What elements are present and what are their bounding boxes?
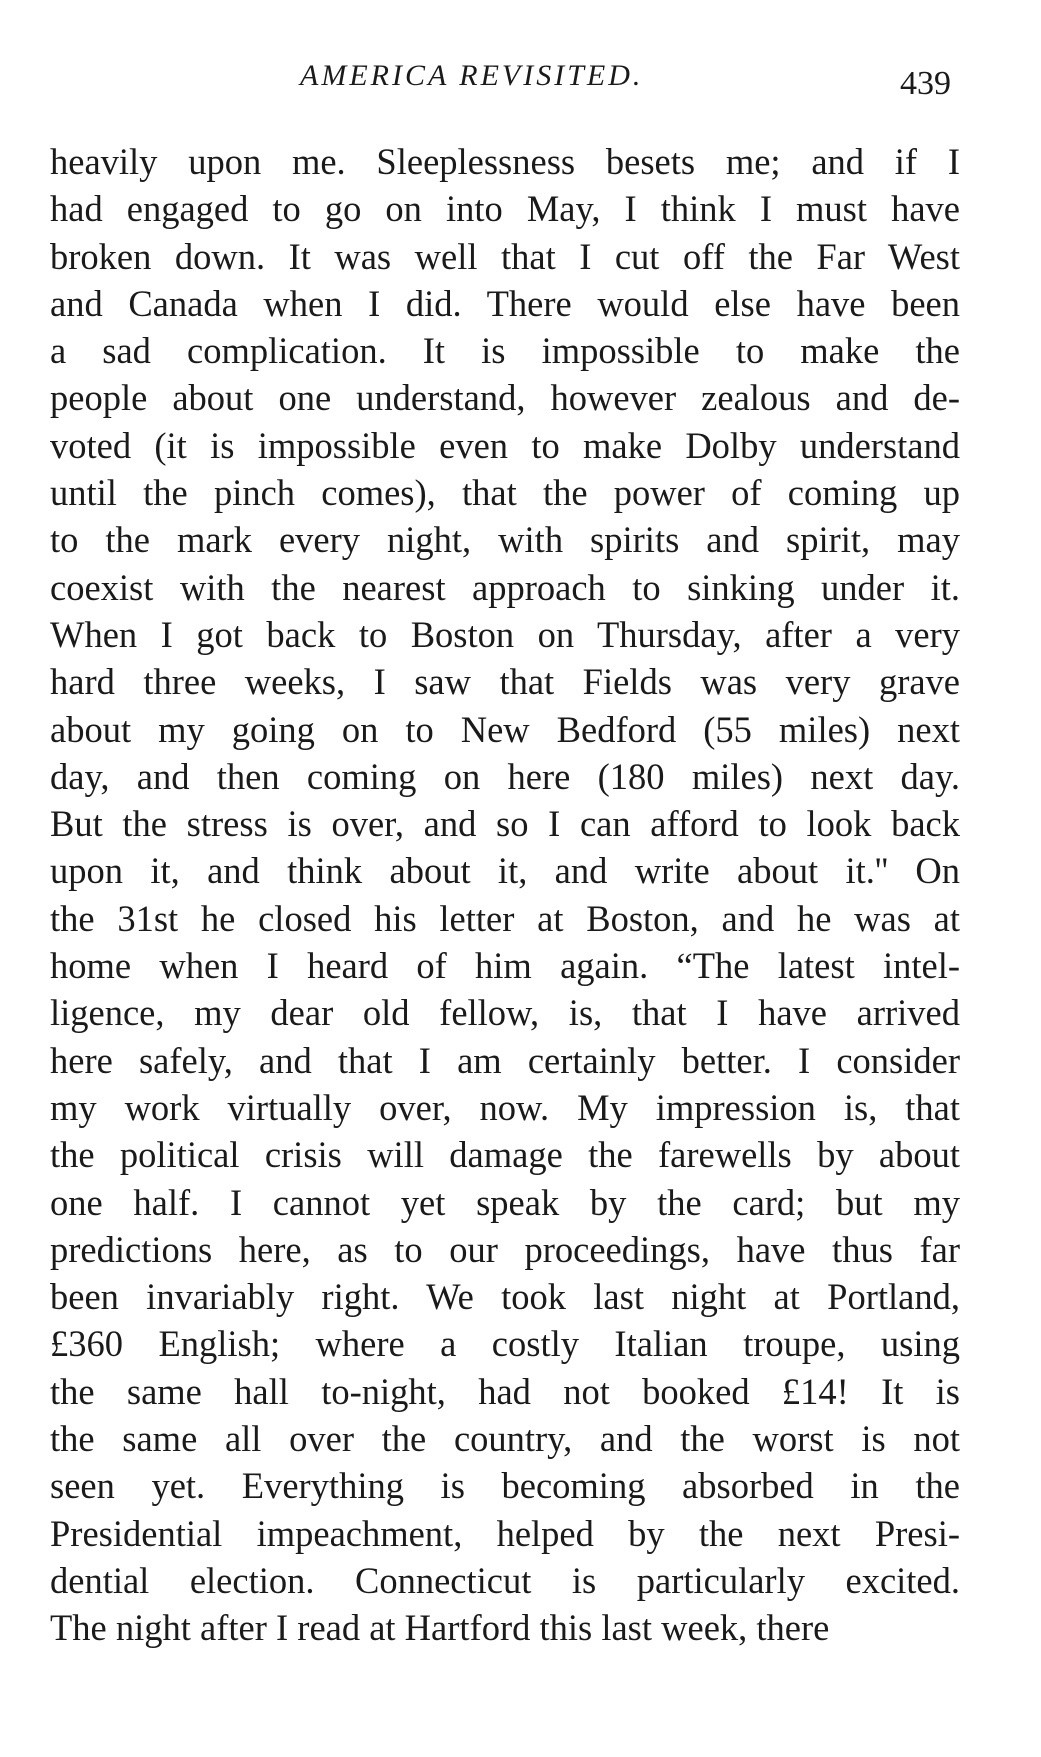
text-line: my work virtually over, now. My impression is, that — [50, 1086, 960, 1128]
text-line: Presidential impeachment, helped by the next Presi- — [50, 1512, 960, 1554]
running-title: AMERICA REVISITED. — [300, 59, 644, 92]
text-line: people about one understand, however zealous and de- — [50, 377, 960, 419]
text-line: day, and then coming on here (180 miles) next day. — [50, 755, 960, 797]
text-line: here safely, and that I am certainly better. I consider — [50, 1039, 960, 1081]
text-line: home when I heard of him again. “The latest intel- — [50, 945, 960, 987]
running-head — [0, 56, 1041, 106]
text-line: the 31st he closed his letter at Boston, and he was at — [50, 897, 960, 939]
text-line: But the stress is over, and so I can afford to look back — [50, 803, 960, 845]
text-line: voted (it is impossible even to make Dolby understand — [50, 424, 960, 466]
text-line: When I got back to Boston on Thursday, after a very — [50, 613, 960, 655]
text-line: had engaged to go on into May, I think I must have — [50, 188, 960, 230]
text-line: The night after I read at Hartford this last week, there — [50, 1607, 830, 1649]
text-line: and Canada when I did. There would else have been — [50, 282, 960, 324]
text-line: the same all over the country, and the worst is not — [50, 1418, 960, 1460]
page-number: 439 — [900, 65, 951, 102]
text-line: hard three weeks, I saw that Fields was very grave — [50, 661, 960, 703]
text-line: broken down. It was well that I cut off the Far West — [50, 235, 960, 277]
text-line: heavily upon me. Sleeplessness besets me; and if I — [50, 141, 960, 182]
text-line: upon it, and think about it, and write about it.'' On — [50, 850, 960, 892]
text-line: the political crisis will damage the farewells by about — [50, 1134, 960, 1176]
text-line: seen yet. Everything is becoming absorbed in the — [50, 1465, 960, 1507]
text-line: a sad complication. It is impossible to make the — [50, 330, 960, 372]
text-line: until the pinch comes), that the power of coming up — [50, 472, 960, 514]
text-line: one half. I cannot yet speak by the card; but my — [50, 1181, 960, 1223]
text-line: the same hall to-night, had not booked £14! It is — [50, 1370, 960, 1412]
text-line: predictions here, as to our proceedings, have thus far — [50, 1228, 960, 1270]
body-text — [50, 138, 960, 1652]
text-line: about my going on to New Bedford (55 miles) next — [50, 708, 960, 750]
text-line: been invariably right. We took last night at Portland, — [50, 1276, 960, 1318]
text-line: coexist with the nearest approach to sinking under it. — [50, 566, 960, 608]
text-line: to the mark every night, with spirits and spirit, may — [50, 519, 960, 561]
text-line: £360 English; where a costly Italian troupe, using — [50, 1323, 960, 1365]
text-line: ligence, my dear old fellow, is, that I have arrived — [50, 992, 960, 1034]
text-line: dential election. Connecticut is particularly excited. — [50, 1559, 960, 1601]
